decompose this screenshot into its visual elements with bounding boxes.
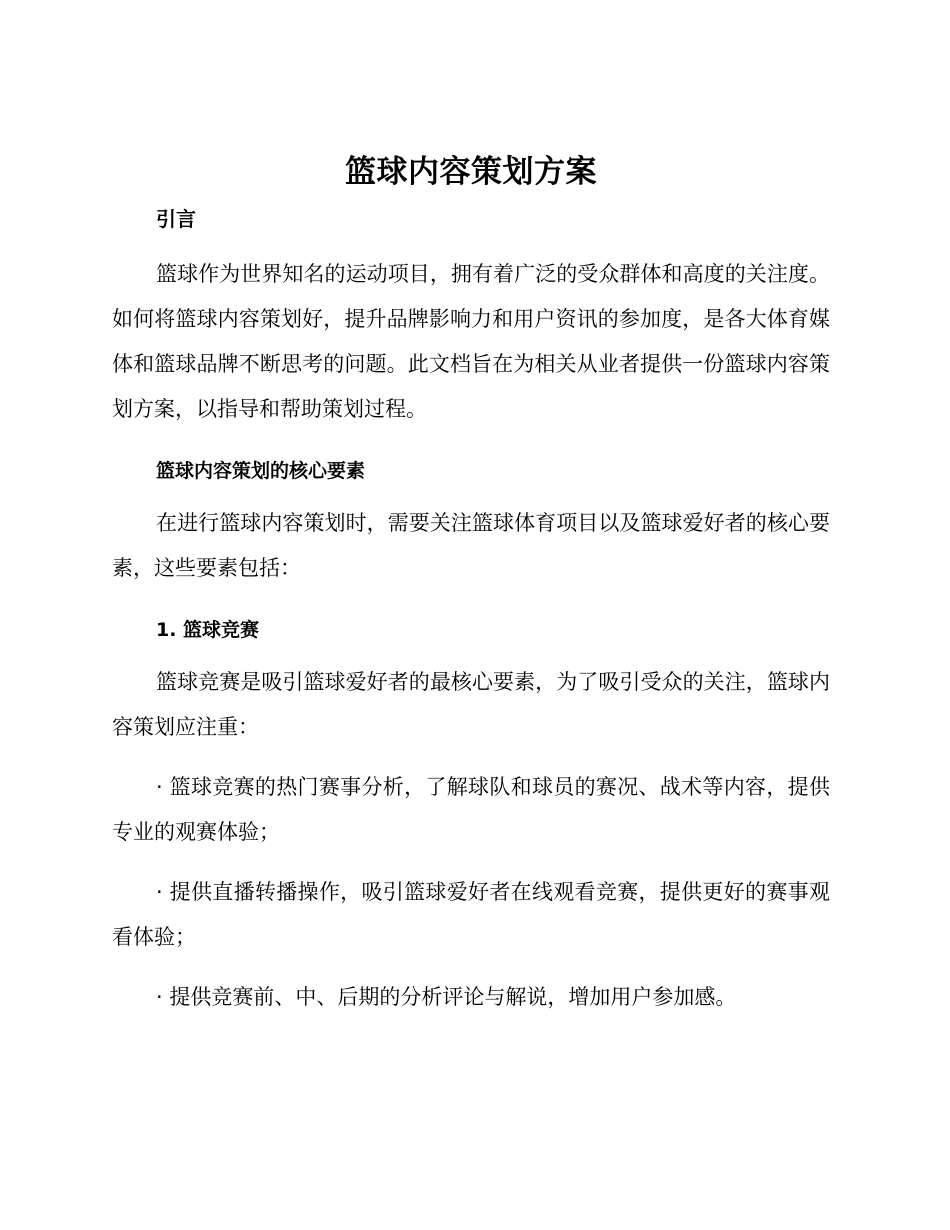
intro-heading: 引言 bbox=[156, 207, 196, 231]
core-elements-heading: 篮球内容策划的核心要素 bbox=[156, 460, 366, 482]
core-elements-paragraph: 在进行篮球内容策划时，需要关注篮球体育项目以及篮球爱好者的核心要素，这些要素包括： bbox=[112, 511, 830, 580]
intro-paragraph: 篮球作为世界知名的运动项目，拥有着广泛的受众群体和高度的关注度。如何将篮球内容策划好，提升品牌影响力和用户资讯的参加度，是各大体育媒体和篮球品牌不断思考的问题。此文档旨在为相关从业者提供一份篮球内容策划方案，以指导和帮助策划过程。 bbox=[112, 262, 830, 421]
bullet-item: · 篮球竞赛的热门赛事分析，了解球队和球员的赛况、战术等内容，提供专业的观赛体验； bbox=[112, 775, 830, 844]
competition-heading: 1. 篮球竞赛 bbox=[156, 619, 260, 641]
document-title: 篮球内容策划方案 bbox=[345, 154, 597, 190]
bullet-item: · 提供竞赛前、中、后期的分析评论与解说，增加用户参加感。 bbox=[156, 985, 737, 1009]
competition-paragraph: 篮球竞赛是吸引篮球爱好者的最核心要素，为了吸引受众的关注，篮球内容策划应注重： bbox=[112, 670, 830, 739]
document-page bbox=[112, 150, 830, 1020]
bullet-item: · 提供直播转播操作，吸引篮球爱好者在线观看竞赛，提供更好的赛事观看体验； bbox=[112, 880, 830, 949]
